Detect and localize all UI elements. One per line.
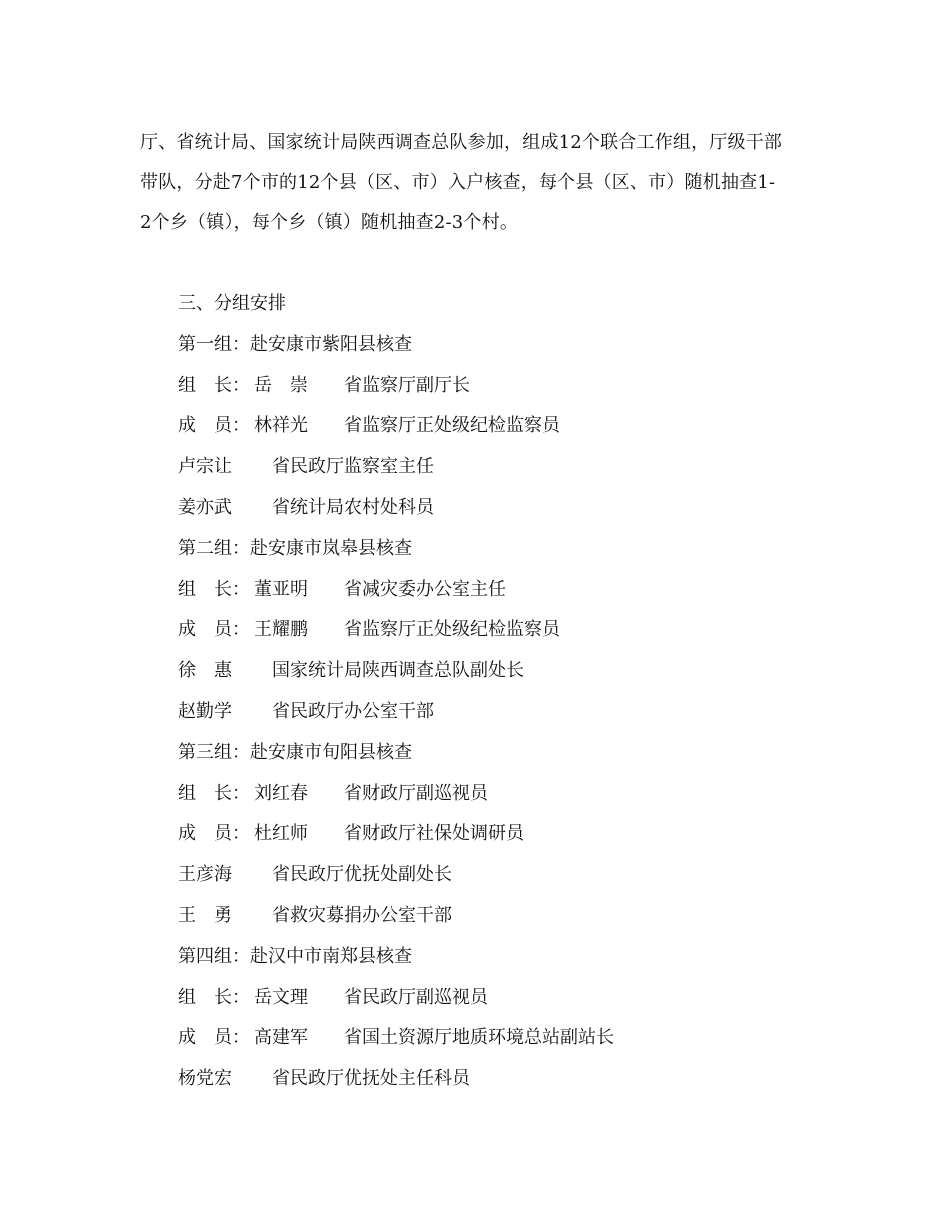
group-other-member-row bbox=[178, 447, 878, 488]
person-name: 董亚明 bbox=[254, 578, 308, 600]
group-member-row bbox=[178, 1018, 878, 1059]
person-title: 省民政厅优抚处主任科员 bbox=[272, 1068, 470, 1090]
person-title: 省减灾委办公室主任 bbox=[344, 578, 506, 600]
role-label: 组 长： bbox=[178, 578, 250, 600]
person-title: 省民政厅监察室主任 bbox=[272, 456, 434, 478]
person-name: 岳 崇 bbox=[254, 374, 308, 396]
intro-paragraph bbox=[140, 123, 820, 243]
person-title: 省财政厅社保处调研员 bbox=[344, 823, 524, 845]
group-other-member-row bbox=[178, 488, 878, 529]
person-title: 省国土资源厅地质环境总站副站长 bbox=[344, 1027, 614, 1049]
group-leader-row bbox=[178, 978, 878, 1019]
group-title: 第一组：赴安康市紫阳县核查 bbox=[178, 333, 412, 355]
person-title: 省监察厅正处级纪检监察员 bbox=[344, 619, 560, 641]
person-name: 卢宗让 bbox=[178, 456, 232, 478]
intro-line: 2个乡（镇），每个乡（镇）随机抽查2-3个村。 bbox=[140, 212, 519, 233]
role-label: 成 员： bbox=[178, 415, 250, 437]
person-name: 姜亦武 bbox=[178, 496, 232, 518]
group-title: 第四组：赴汉中市南郑县核查 bbox=[178, 945, 412, 967]
role-label: 成 员： bbox=[178, 619, 250, 641]
group-arrangement-list bbox=[178, 284, 878, 1100]
role-label: 组 长： bbox=[178, 782, 250, 804]
group-other-member-row bbox=[178, 1059, 878, 1100]
section-title: 三、分组安排 bbox=[178, 293, 286, 314]
group-title: 第三组：赴安康市旬阳县核查 bbox=[178, 741, 412, 763]
person-name: 赵勤学 bbox=[178, 700, 232, 722]
group-other-member-row bbox=[178, 651, 878, 692]
person-title: 省监察厅副厅长 bbox=[344, 374, 470, 396]
person-title: 省财政厅副巡视员 bbox=[344, 782, 488, 804]
role-label: 组 长： bbox=[178, 374, 250, 396]
person-name: 王耀鹏 bbox=[254, 619, 308, 641]
role-label: 成 员： bbox=[178, 1027, 250, 1049]
group-other-member-row bbox=[178, 855, 878, 896]
intro-line: 带队，分赴7个市的12个县（区、市）入户核查，每个县（区、市）随机抽查1- bbox=[140, 172, 776, 193]
person-title: 省民政厅优抚处副处长 bbox=[272, 864, 452, 886]
group-other-member-row bbox=[178, 692, 878, 733]
group-member-row bbox=[178, 406, 878, 447]
person-title: 省统计局农村处科员 bbox=[272, 496, 434, 518]
group-leader-row bbox=[178, 366, 878, 407]
role-label: 成 员： bbox=[178, 823, 250, 845]
person-title: 国家统计局陕西调查总队副处长 bbox=[272, 660, 524, 682]
intro-line: 厅、省统计局、国家统计局陕西调查总队参加，组成12个联合工作组，厅级干部 bbox=[140, 132, 783, 153]
group-other-member-row bbox=[178, 896, 878, 937]
person-title: 省民政厅副巡视员 bbox=[344, 986, 488, 1008]
group-leader-row bbox=[178, 570, 878, 611]
role-label: 组 长： bbox=[178, 986, 250, 1008]
group-title: 第二组：赴安康市岚皋县核查 bbox=[178, 537, 412, 559]
person-name: 刘红春 bbox=[254, 782, 308, 804]
group-leader-row bbox=[178, 774, 878, 815]
person-name: 王 勇 bbox=[178, 904, 232, 926]
person-name: 岳文理 bbox=[254, 986, 308, 1008]
group-member-row bbox=[178, 610, 878, 651]
person-title: 省监察厅正处级纪检监察员 bbox=[344, 415, 560, 437]
person-name: 徐 惠 bbox=[178, 660, 232, 682]
group-member-row bbox=[178, 814, 878, 855]
person-name: 王彦海 bbox=[178, 864, 232, 886]
person-title: 省民政厅办公室干部 bbox=[272, 700, 434, 722]
person-title: 省救灾募捐办公室干部 bbox=[272, 904, 452, 926]
person-name: 杜红师 bbox=[254, 823, 308, 845]
person-name: 林祥光 bbox=[254, 415, 308, 437]
person-name: 杨党宏 bbox=[178, 1068, 232, 1090]
person-name: 高建军 bbox=[254, 1027, 308, 1049]
